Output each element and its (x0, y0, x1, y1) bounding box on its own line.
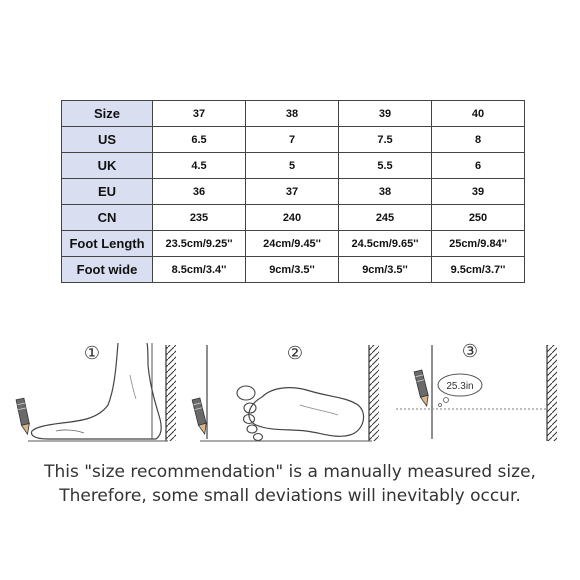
table-cell: 37 (153, 101, 246, 127)
wall-hatch (166, 345, 176, 441)
step-3-illustration (396, 341, 557, 441)
table-cell: 24cm/9.45'' (246, 231, 339, 257)
table-cell: 40 (432, 101, 525, 127)
table-cell: 24.5cm/9.65'' (339, 231, 432, 257)
step-2-illustration (192, 343, 379, 441)
caption-line-1: This "size recommendation" is a manually measured size, (44, 462, 536, 482)
caption-line-2: Therefore, some small deviations will inevitably occur. (59, 486, 521, 506)
table-cell: 6.5 (153, 127, 246, 153)
row-header: EU (62, 179, 153, 205)
table-cell: 7.5 (339, 127, 432, 153)
measurement-value: 25.3in (446, 381, 474, 392)
table-row (62, 101, 525, 127)
table-cell: 245 (339, 205, 432, 231)
table-row (62, 257, 525, 283)
disclaimer-caption (0, 460, 580, 508)
pencil-icon (414, 370, 430, 407)
table-cell: 8 (432, 127, 525, 153)
table-row (62, 205, 525, 231)
table-row (62, 153, 525, 179)
measuring-steps-illustration (0, 335, 580, 455)
row-header: Foot wide (62, 257, 153, 283)
toe-big (237, 386, 255, 400)
row-header: UK (62, 153, 153, 179)
toe (254, 434, 263, 441)
step-3-number: ③ (461, 341, 479, 362)
row-header: Foot Length (62, 231, 153, 257)
table-cell: 38 (246, 101, 339, 127)
pencil-icon (16, 398, 31, 435)
speech-bubble (438, 374, 482, 407)
table-cell: 23.5cm/9.25'' (153, 231, 246, 257)
table-cell: 6 (432, 153, 525, 179)
wall-hatch (547, 345, 557, 441)
table-cell: 9cm/3.5'' (246, 257, 339, 283)
table-row (62, 179, 525, 205)
table-cell: 5.5 (339, 153, 432, 179)
table-cell: 8.5cm/3.4'' (153, 257, 246, 283)
table-cell: 39 (432, 179, 525, 205)
table-cell: 38 (339, 179, 432, 205)
table-cell: 9cm/3.5'' (339, 257, 432, 283)
table-cell: 235 (153, 205, 246, 231)
table-cell: 37 (246, 179, 339, 205)
step-2-number: ② (286, 343, 304, 364)
toe (247, 425, 257, 433)
table-cell: 39 (339, 101, 432, 127)
row-header: Size (62, 101, 153, 127)
table-row (62, 127, 525, 153)
step-1-number: ① (83, 343, 101, 364)
row-header: US (62, 127, 153, 153)
size-chart-table (61, 100, 525, 283)
top-foot-outline (249, 388, 364, 437)
table-cell: 7 (246, 127, 339, 153)
table-cell: 250 (432, 205, 525, 231)
table-cell: 9.5cm/3.7'' (432, 257, 525, 283)
table-cell: 25cm/9.84'' (432, 231, 525, 257)
table-cell: 240 (246, 205, 339, 231)
table-cell: 5 (246, 153, 339, 179)
table-row (62, 231, 525, 257)
table-cell: 4.5 (153, 153, 246, 179)
row-header: CN (62, 205, 153, 231)
step-1-illustration (16, 343, 176, 441)
wall-hatch (369, 345, 379, 441)
pencil-icon (192, 398, 208, 435)
table-cell: 36 (153, 179, 246, 205)
